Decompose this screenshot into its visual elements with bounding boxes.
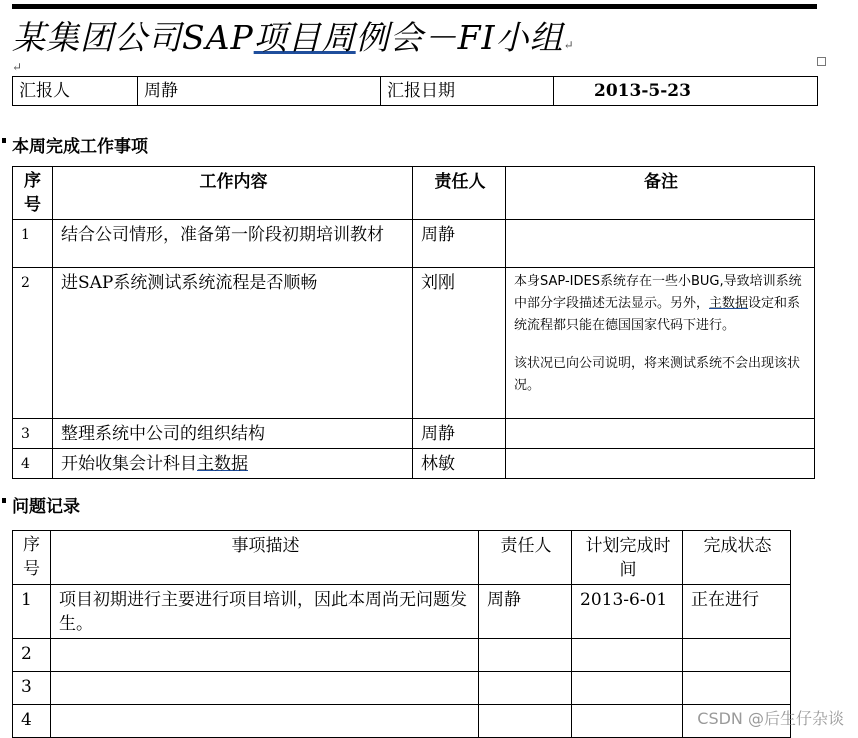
row-plan-date: 2013-6-01 [572,585,683,639]
reporter-label: 汇报人 [13,77,138,106]
report-date-value: 2013-5-23 [554,77,818,106]
row-seq: 2 [13,268,53,419]
table-row [13,220,815,268]
row-desc [51,639,479,672]
row-seq: 4 [13,449,53,479]
row-owner: 刘刚 [413,268,506,419]
row-plan-date [572,705,683,738]
col-note: 备注 [506,167,815,220]
col-owner: 责任人 [413,167,506,220]
table-row [13,639,791,672]
row-note [506,419,815,449]
watermark: CSDN @后生仔杂谈 [697,709,844,728]
col-desc: 事项描述 [51,531,479,585]
row-owner: 林敏 [413,449,506,479]
row-seq: 1 [13,585,51,639]
row-desc: 项目初期进行主要进行项目培训，因此本周尚无问题发生。 [51,585,479,639]
table-row [13,672,791,705]
col-content: 工作内容 [53,167,413,220]
row-status [683,639,791,672]
section-title-issue-log: 问题记录 [12,492,80,517]
col-owner: 责任人 [479,531,572,585]
page-top-rule [12,4,817,9]
row-seq: 3 [13,672,51,705]
row-plan-date [572,672,683,705]
row-seq: 2 [13,639,51,672]
reporter-value: 周静 [138,77,381,106]
report-date-label: 汇报日期 [381,77,554,106]
completed-work-table [12,166,815,479]
table-row [13,268,815,419]
paragraph-mark: ↵ [12,60,23,74]
row-note: 本身SAP-IDES系统存在一些小BUG,导致培训系统中部分字段描述无法显示。另外，主数据设定和系统流程都只能在德国国家代码下进行。 该状况已向公司说明，将来测试系统不会出现该状况。 [506,268,815,419]
col-status: 完成状态 [683,531,791,585]
row-owner: 周静 [479,585,572,639]
row-desc [51,705,479,738]
row-owner: 周静 [413,220,506,268]
row-note [506,449,815,479]
row-seq: 3 [13,419,53,449]
row-content: 进SAP系统测试系统流程是否顺畅 [53,268,413,419]
table-row [13,705,791,738]
issue-log-table [12,530,791,738]
row-plan-date [572,639,683,672]
row-owner [479,639,572,672]
table-row [13,585,791,639]
section-title-completed-work: 本周完成工作事项 [12,132,148,157]
corner-mark [817,57,826,66]
row-content: 结合公司情形，准备第一阶段初期培训教材 [53,220,413,268]
table-row [13,419,815,449]
row-note [506,220,815,268]
row-content: 开始收集会计科目主数据 [53,449,413,479]
table-row [13,449,815,479]
row-seq: 1 [13,220,53,268]
report-info-table [12,76,818,106]
row-desc [51,672,479,705]
row-seq: 4 [13,705,51,738]
col-seq: 序号 [13,167,53,220]
row-owner [479,705,572,738]
row-owner [479,672,572,705]
col-plan-date: 计划完成时间 [572,531,683,585]
row-status: 正在进行 [683,585,791,639]
row-status [683,672,791,705]
row-owner: 周静 [413,419,506,449]
doc-title: 某集团公司SAP项目周例会－FI小组↵ [12,18,575,57]
col-seq: 序号 [13,531,51,585]
row-content: 整理系统中公司的组织结构 [53,419,413,449]
